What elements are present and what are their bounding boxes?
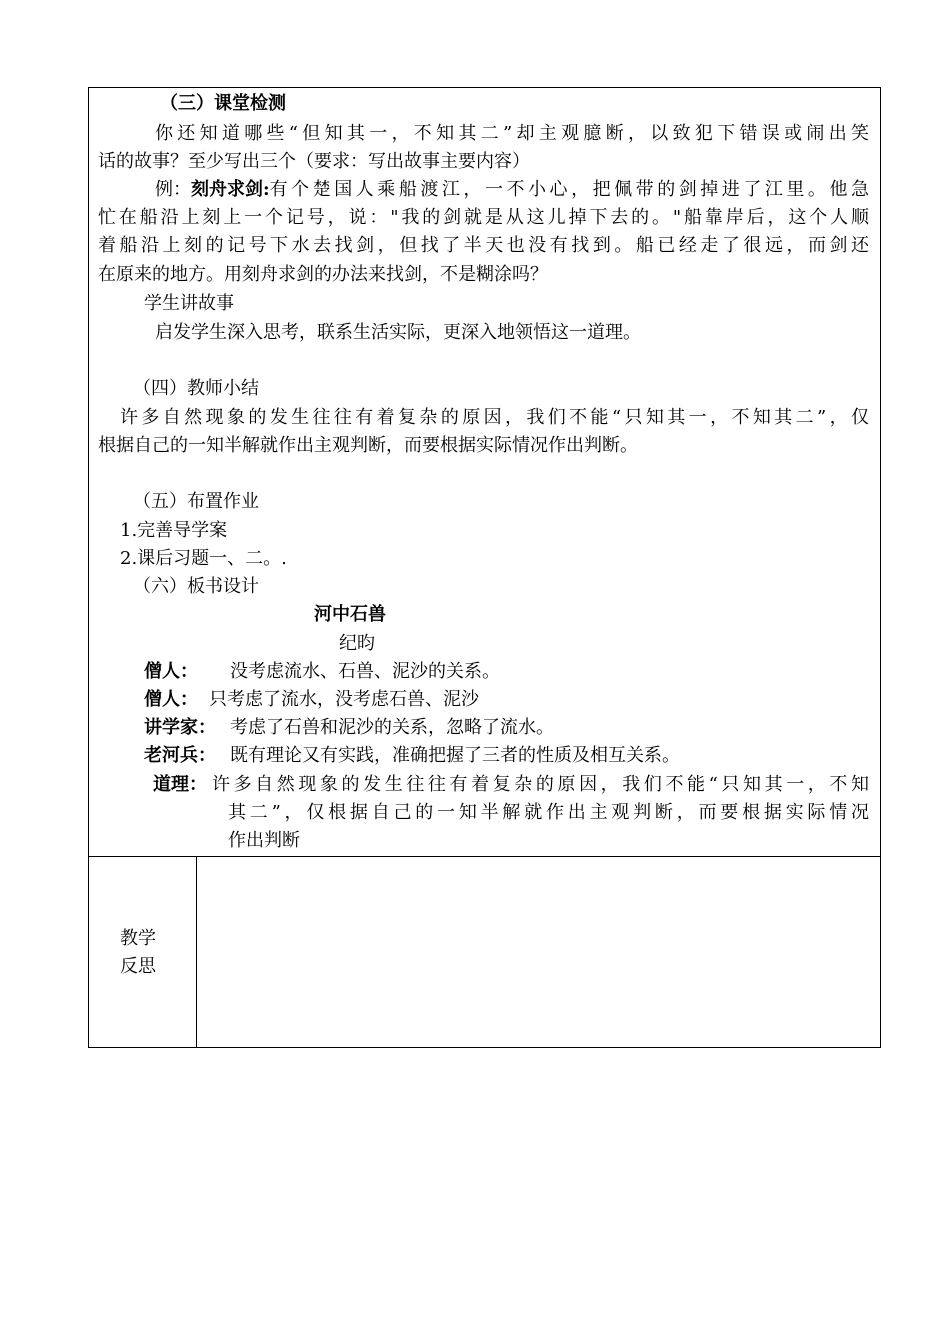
board-row-3 [144, 717, 554, 739]
reflection-label-line2: 反思 [120, 956, 156, 977]
example-title: 刻舟求剑: [191, 179, 270, 200]
reflection-label-line1: 教学 [120, 928, 156, 949]
example-line1 [155, 179, 869, 201]
example-text-line4: 在原来的地方。用刻舟求剑的办法来找剑，不是糊涂吗？ [98, 264, 548, 285]
section4-heading: （四）教师小结 [133, 378, 259, 399]
board-row-text: 既有理论又有实践，准确把握了三者的性质及相互关系。 [230, 745, 680, 766]
row-divider [88, 856, 881, 857]
board-row-2 [144, 689, 479, 711]
inspire-students: 启发学生深入思考，联系生活实际，更深入地领悟这一道理。 [155, 322, 641, 343]
example-text-line3: 着船沿上刻的记号下水去找剑，但找了半天也没有找到。船已经走了很远，而剑还 [98, 235, 869, 256]
board-row-label: 僧人： [144, 661, 198, 682]
section4-line2: 根据自己的一知半解就作出主观判断，而要根据实际情况作出判断。 [98, 435, 638, 456]
board-row-label: 老河兵： [144, 745, 216, 766]
example-prefix: 例： [155, 179, 191, 200]
example-text-line1: 有个楚国人乘船渡江，一不小心，把佩带的剑掉进了江里。他急 [269, 179, 869, 200]
board-row-text: 考虑了石兽和泥沙的关系，忽略了流水。 [230, 717, 554, 738]
board-row-label: 僧人： [144, 689, 198, 710]
board-row-label: 讲学家： [144, 717, 216, 738]
section6-heading: （六）板书设计 [133, 576, 259, 597]
section3-question-line2: 话的故事？至少写出三个（要求：写出故事主要内容） [98, 151, 530, 172]
board-row-1 [144, 661, 500, 683]
board-title: 河中石兽 [314, 604, 386, 625]
homework-item-1: 1.完善导学案 [120, 520, 228, 541]
board-author: 纪昀 [339, 633, 375, 654]
section3-question-line1: 你还知道哪些“但知其一，不知其二”却主观臆断，以致犯下错误或闹出笑 [155, 123, 869, 144]
reflection-content-cell[interactable] [198, 858, 879, 1046]
students-tell-story: 学生讲故事 [144, 293, 234, 314]
section3-heading: （三）课堂检测 [160, 93, 286, 114]
reflection-label [120, 925, 156, 981]
board-reason-label: 道理： [153, 774, 207, 795]
board-row-text: 没考虑流水、石兽、泥沙的关系。 [230, 661, 500, 682]
board-reason-line1: 许多自然现象的发生往往有着复杂的原因，我们不能“只知其一，不知 [212, 774, 869, 795]
board-row-4 [144, 745, 680, 767]
column-divider [196, 856, 197, 1048]
example-text-line2: 忙在船沿上刻上一个记号，说："我的剑就是从这儿掉下去的。"船靠岸后，这个人顺 [98, 207, 869, 228]
section5-heading: （五）布置作业 [133, 491, 259, 512]
homework-item-2: 2.课后习题一、二。. [120, 548, 287, 569]
board-row-text: 只考虑了流水，没考虑石兽、泥沙 [209, 689, 479, 710]
section4-line1: 许多自然现象的发生往往有着复杂的原因，我们不能“只知其一，不知其二”，仅 [120, 407, 869, 428]
board-reason-line2: 其二”，仅根据自己的一知半解就作出主观判断，而要根据实际情况 [228, 802, 869, 823]
board-reason-line3: 作出判断 [228, 830, 300, 851]
